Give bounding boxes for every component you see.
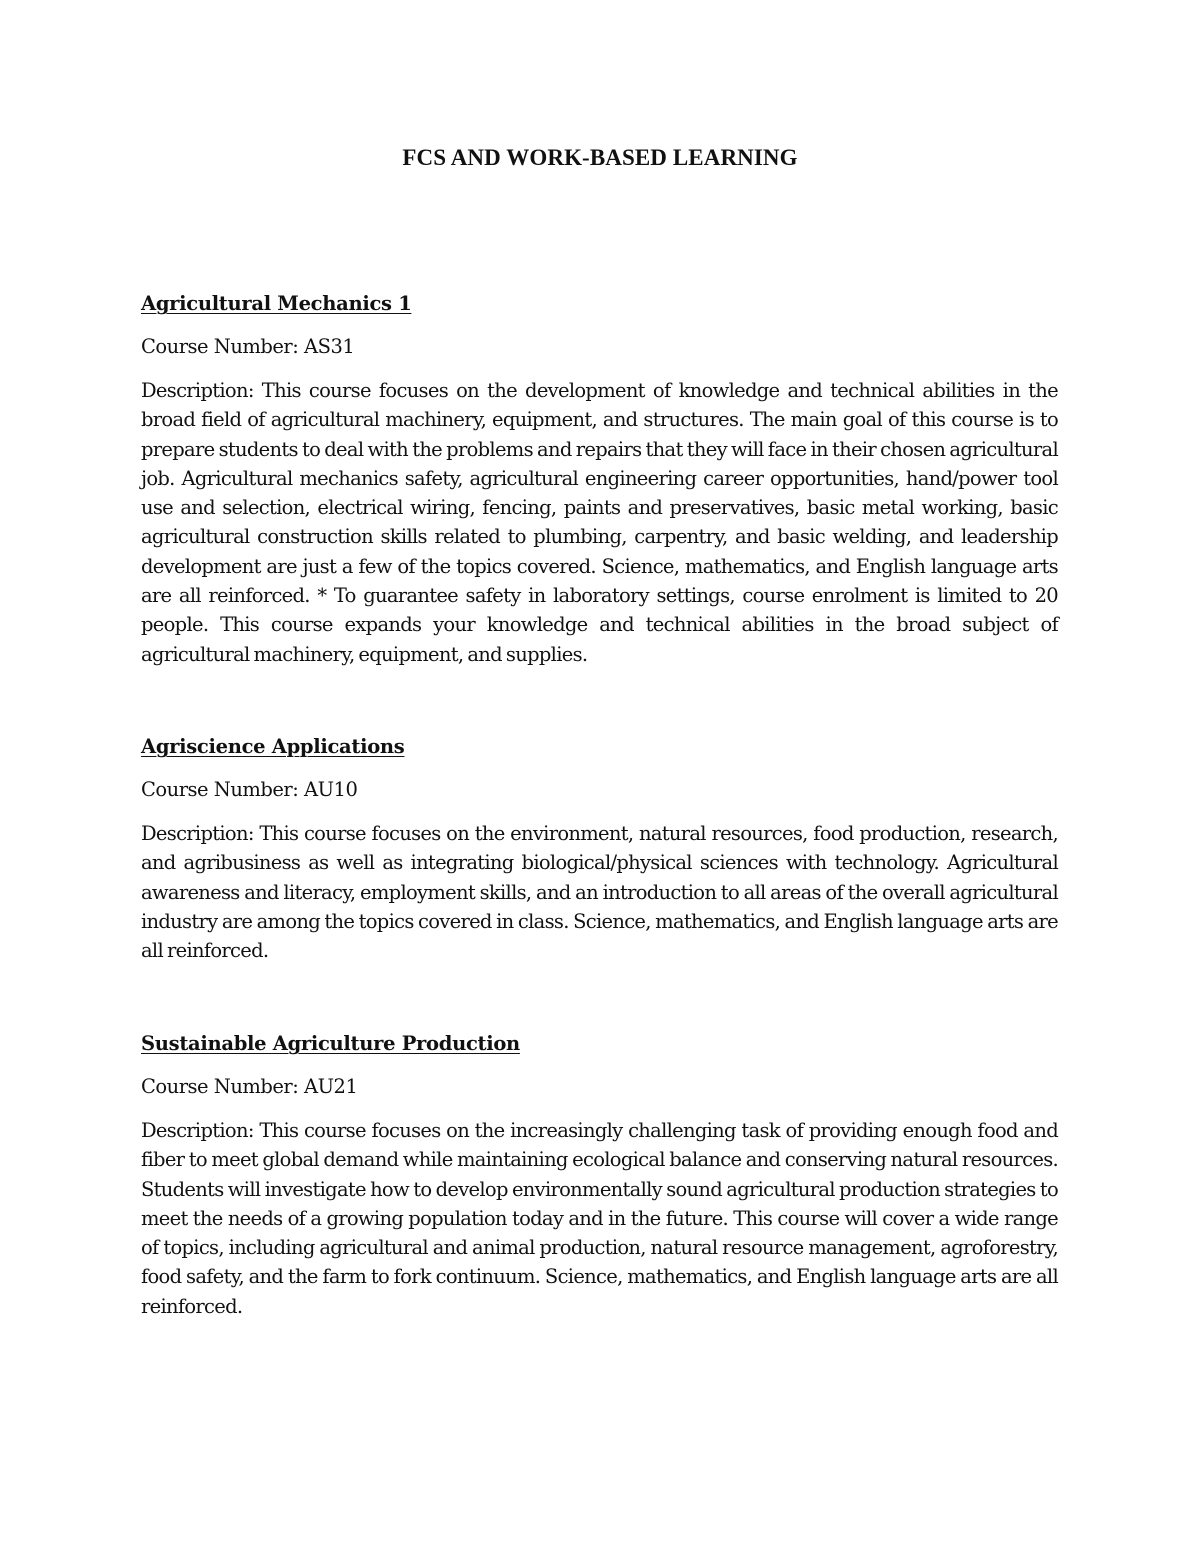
- course-number-value: AU21: [304, 1075, 358, 1098]
- course-description: [141, 1116, 1058, 1321]
- course-description-text: This course focuses on the increasingly challenging task of providing enough food and fiber to meet global demand while maintaining ecological balance and conserving natural resources. Students will investigate how to develop environmentally sound agricultural production strategies to meet the needs of a growing population today and in the future. This course will cover a wide range of topics, including agricultural and animal production, natural resource management, agroforestry, food safety, and the farm to fork continuum. Science, mathematics, and English language arts are all reinforced.: [141, 1119, 1058, 1318]
- course-section-sustainable-agriculture: [141, 1031, 1058, 1321]
- course-section-agricultural-mechanics: [141, 291, 1058, 669]
- course-number-value: AU10: [304, 778, 358, 801]
- course-title: Agricultural Mechanics 1: [141, 292, 412, 315]
- course-number-label: Course Number:: [141, 778, 299, 801]
- course-description-text: This course focuses on the environment, natural resources, food production, research, and agribusiness as well as integrating biological/physical sciences with technology. Agricultural awareness and literacy, employment skills, and an introduction to all areas of the overall agricultural industry are among the topics covered in class. Science, mathematics, and English language arts are all reinforced.: [141, 822, 1058, 963]
- course-description-label: Description:: [141, 1119, 254, 1142]
- course-number-value: AS31: [304, 335, 355, 358]
- course-title: Sustainable Agriculture Production: [141, 1032, 520, 1055]
- course-description-label: Description:: [141, 379, 254, 402]
- course-description-label: Description:: [141, 822, 254, 845]
- course-number-label: Course Number:: [141, 1075, 299, 1098]
- course-section-agriscience-applications: [141, 734, 1058, 965]
- course-number: [141, 334, 1058, 360]
- course-number: [141, 777, 1058, 803]
- course-number: [141, 1074, 1058, 1100]
- page-title: FCS AND WORK-BASED LEARNING: [402, 145, 798, 170]
- course-description-text: This course focuses on the development of knowledge and technical abilities in the broad field of agricultural machinery, equipment, and structures. The main goal of this course is to prepare students to deal with the problems and repairs that they will face in their chosen agricultural job. Agricultural mechanics safety, agricultural engineering career opportunities, hand/power tool use and selection, electrical wiring, fencing, paints and preservatives, basic metal working, basic agricultural construction skills related to plumbing, carpentry, and basic welding, and leadership development are just a few of the topics covered. Science, mathematics, and English language arts are all reinforced. * To guarantee safety in laboratory settings, course enrolment is limited to 20 people. This course expands your knowledge and technical abilities in the broad subject of agricultural machinery, equipment, and supplies.: [141, 379, 1058, 666]
- course-title: Agriscience Applications: [141, 735, 405, 758]
- course-description: [141, 819, 1058, 965]
- course-description: [141, 376, 1058, 669]
- course-number-label: Course Number:: [141, 335, 299, 358]
